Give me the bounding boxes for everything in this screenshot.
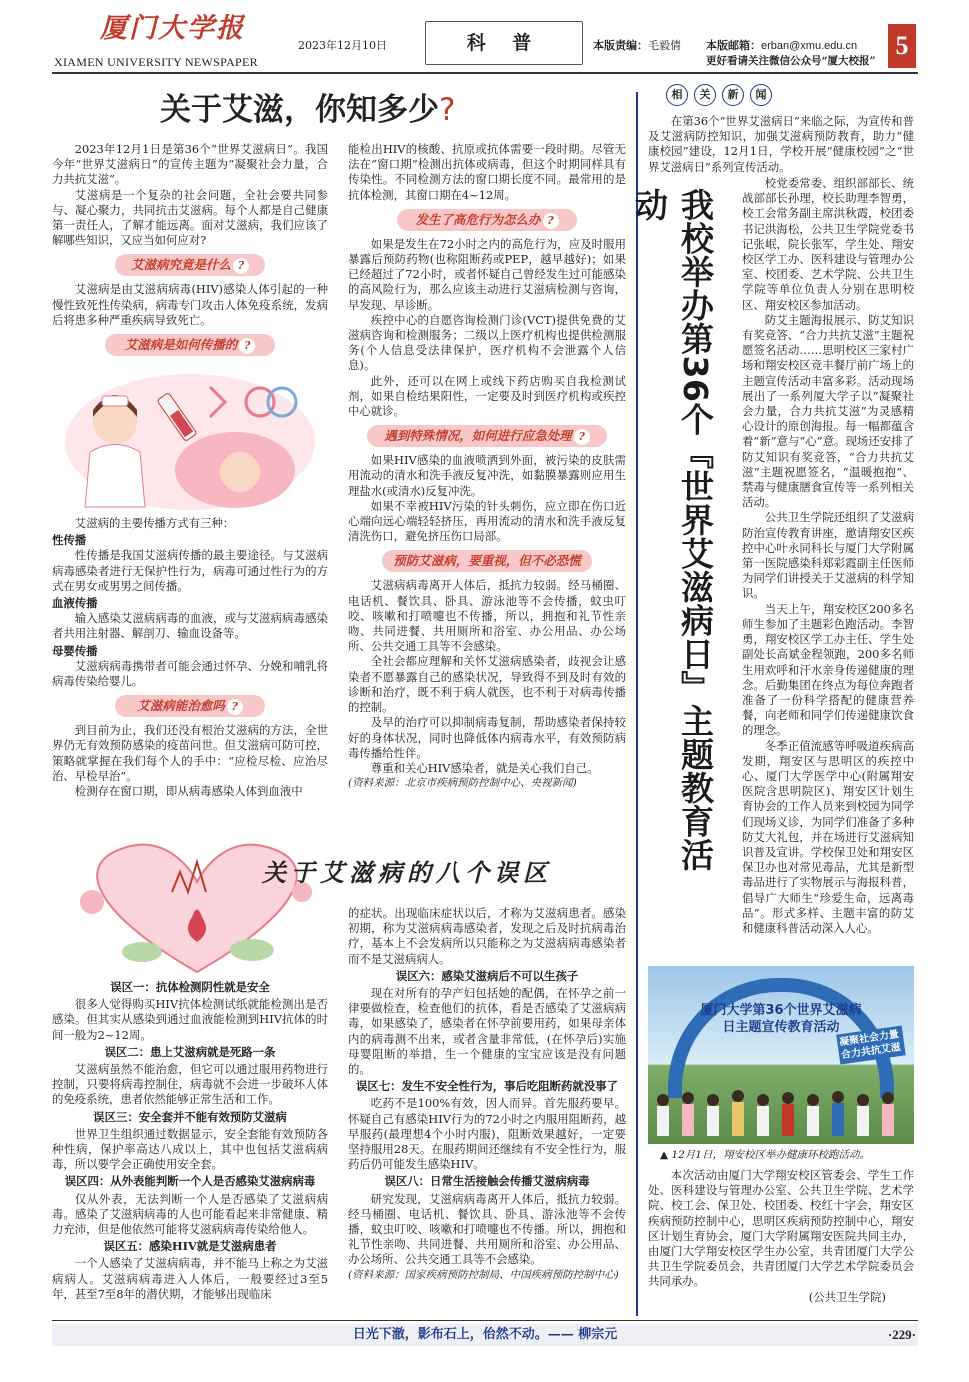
photo-arch-text: 厦门大学第36个世界艾滋病日主题宣传教育活动	[700, 1003, 862, 1035]
myth-heading-6: 误区六：感染艾滋病后不可以生孩子	[395, 968, 579, 983]
paragraph: 艾滋病是由艾滋病病毒(HIV)感染人体引起的一种慢性致死性传染病，病毒专门攻击人体免疫系统，发病后将患多种严重疾病导致死亡。	[52, 282, 328, 327]
footer-page-number: ·229·	[887, 1327, 916, 1342]
masthead	[0, 0, 969, 84]
newspaper-english-name: XIAMEN UNIVERSITY NEWSPAPER	[54, 55, 258, 69]
paragraph: 艾滋病病毒离开人体后，抵抗力较弱。经马桶圈、电话机、餐饮具、卧具、游泳池等不会传播，蚊虫叮咬、咳嗽和打喷嚏也不传播，所以，拥抱和礼节性亲吻、共同进餐、共用厕所和浴室、办公用品、办公场所、公共交通工具等不会感染。	[348, 578, 626, 654]
myth-heading-1: 误区一：抗体检测阴性就是安全	[110, 980, 270, 994]
subhead-mother: 母婴传播	[52, 643, 98, 658]
paragraph: 尊重和关心HIV感染者，就是关心我们自己。	[370, 760, 599, 775]
paragraph: 现在对所有的孕产妇包括她的配偶，在怀孕之前一律要做检查，检查他们的抗体，看是否感染了艾滋病病毒，如果感染了，感染者在怀孕前要用药，如果母亲体内的病毒测不出来，或者含量非常低，(在怀孕后)实施母婴阻断的举措，生一个健康的宝宝应该是没有问题的。	[348, 986, 626, 1077]
section-box	[425, 21, 583, 65]
article3-author: (公共卫生学院)	[808, 1289, 886, 1304]
tag-char: 新	[722, 84, 744, 106]
question-pill-emergency: 遇到特殊情况，如何进行应急处理 ?	[367, 425, 607, 447]
myth-heading-4: 误区四：从外表能判断一个人是否感染艾滋病病毒	[64, 1174, 316, 1189]
section-title: 科 普	[466, 32, 542, 54]
paragraph: 在第36个“世界艾滋病日”来临之际，为宣传和普及艾滋病防控知识，加强艾滋病预防教育，助力“健康校园”建设，12月1日，学校开展“健康校园”之“世界艾滋病日”系列宣传活动。	[648, 114, 914, 174]
masthead-rule	[52, 72, 918, 74]
paragraph: 冬季正值流感等呼吸道疾病高发期，翔安区与思明区的疾控中心、厦门大学医学中心(附属翔安医院含思明院区)、翔安区计划生育协会的工作人员来到校园为同学们现场义诊，为同学们准备了多种防艾大礼包，并在场进行艾滋病知识普及宣讲。学校保卫处和翔安区保卫办也对常见毒品，尤其是新型毒品进行了实物展示与海报科普，倡导广大师生“珍爱生命，远离毒品”。形式多样、主题丰富的防艾和健康科普活动深入人心。	[742, 738, 914, 935]
article1-source: (资料来源：北京市疾病预防控制中心、央视新闻)	[348, 777, 577, 790]
question-pill-cure: 艾滋病能治愈吗 ?	[115, 695, 265, 717]
myth-heading-5: 误区五：感染HIV就是艾滋病患者	[103, 1239, 277, 1254]
intro-paragraph: 艾滋病是一个复杂的社会问题，全社会要共同参与、凝心聚力，共同抗击艾滋病。每个人都是自己健康第一责任人，了解才能远离。面对艾滋病，我们应该了解哪些知识，又应当如何应对?	[52, 187, 328, 248]
paragraph: 世界卫生组织通过数据显示，安全套能有效预防各种性病，保护率高达八成以上，其中也包括艾滋病病毒，所以要学会正确使用安全套。	[52, 1126, 328, 1172]
editor-info: 本版责编：毛毅倩	[593, 39, 681, 52]
tag-char: 相	[666, 84, 688, 106]
paragraph: 本次活动由厦门大学翔安校区管委会、学生工作处、医科建设与管理办公室、公共卫生学院、艺术学院、校工会、保卫处、校团委、校红十字会，翔安区疾病预防控制中心，思明区疾病预防控制中心，翔安区计划生育协会，厦门大学附属翔安医院共同主办，由厦门大学翔安校区学生办公室，共青团厦门大学公共卫生学院委员会，共青团厦门大学艺术学院委员会共同承办。	[648, 1168, 914, 1289]
article2-column-2	[348, 906, 626, 1318]
paragraph: 的症状。出现临床症状以后，才称为艾滋病患者。感染初期，称为艾滋病病毒感染者，发现之后及时抗病毒治疗，基本上不会发病所以只能称之为艾滋病病毒感染者而不是艾滋病病人。	[348, 906, 626, 966]
article1-column-1	[52, 142, 328, 832]
paragraph: 如果是发生在72小时之内的高危行为，应及时服用暴露后预防药物(也称阻断药或PEP，越早越好)；如果已经超过了72小时，或者怀疑自己曾经发生过可能感染的高风险行为，那么应该主动进行艾滋病检测与咨询，早发现、早诊断。	[348, 236, 626, 312]
subhead-sexual: 性传播	[52, 533, 87, 548]
paragraph: 如果不幸被HIV污染的针头刺伤，应立即在伤口近心端向远心端轻轻挤压，再用流动的清水和洗手液反复清洗伤口，避免挤压伤口局部。	[348, 498, 626, 544]
page-number-badge: 5	[888, 24, 916, 68]
paragraph: 一个人感染了艾滋病病毒，并不能马上称之为艾滋病病人。艾滋病病毒进入人体后，一般要经过3至5年，甚至7至8年的潜伏期，才能够出现临床	[52, 1256, 328, 1301]
newspaper-logo: 厦门大学报	[100, 13, 245, 44]
photo-caption: ▲ 12月1日，翔安校区举办健康环校跑活动。	[660, 1149, 870, 1161]
paragraph: 此外，还可以在网上或线下药店购买自我检测试剂，如果自检结果阳性，一定要及时到医疗机构或疾控中心就诊。	[348, 373, 626, 419]
paragraph: 全社会都应理解和关怀艾滋病感染者，歧视会让感染者不愿暴露自己的感染状况，导致得不到及时有效的诊断和治疗，既不利于病人就医，也不利于对病毒传播的控制。	[348, 654, 626, 715]
paragraph: 吃药不是100%有效，因人而异。首先服药要早。怀疑自己有感染HIV行为的72小时之内服用阻断药，越早服药(最理想4个小时内服)，阻断效果越好，一定要坚持服用28天。在服药期间还继续有不安全性行为，服药后仍可能发生感染HIV。	[348, 1096, 626, 1172]
myth-heading-2: 误区二：患上艾滋病就是死路一条	[104, 1044, 276, 1059]
article3-vertical-title: 我校举办第36个『世界艾滋病日』主题教育活动	[630, 188, 715, 872]
paragraph: 公共卫生学院还组织了艾滋病防治宣传教育讲座，邀请翔安区疾控中心叶永同科长与厦门大学附属第一医院感染科郑彩霞副主任医师为同学们讲授关于艾滋病的科学知识。	[742, 510, 914, 601]
article2-column-1	[52, 978, 328, 1318]
myth-heading-7: 误区七：发生不安全性行为，事后吃阻断药就没事了	[356, 1079, 618, 1094]
article3-top-paragraph	[648, 114, 914, 176]
article2-source: (资料来源：国家疾病预防控制局、中国疾病预防控制中心)	[348, 1268, 619, 1281]
question-pill-high-risk: 发生了高危行为怎么办 ?	[397, 209, 577, 231]
paragraph: 如果HIV感染的血液喷洒到外面，被污染的皮肤需用流动的清水和洗手液反复冲洗，如黏膜暴露则应用生理盐水(或清水)反复冲洗。	[348, 453, 626, 498]
paragraph: 到目前为止，我们还没有根治艾滋病的方法，全世界仍无有效预防感染的疫苗问世。但艾滋病可防可控，策略就掌握在我们每个人的手中：“应检尽检、应治尽治、早检早治”。	[52, 723, 328, 783]
subhead-blood: 血液传播	[52, 596, 98, 611]
issue-date: 2023年12月10日	[298, 39, 387, 52]
paragraph: 艾滋病虽然不能治愈，但它可以通过服用药物进行控制，只要将病毒控制住，病毒就不会进一步破坏人体的免疫系统，患者依然能够正常生活和工作。	[52, 1062, 328, 1107]
intro-paragraph: 2023年12月1日是第36个“世界艾滋病日”。我国今年“世界艾滋病日”的宣传主题为“凝聚社会力量，合力共抗艾滋”。	[52, 142, 328, 187]
article3-column-narrow	[742, 176, 914, 935]
paragraph: 检测存在窗口期，即从病毒感染人体到血液中	[74, 784, 303, 799]
wechat-info: 更好看请关注微信公众号“厦大校报”	[706, 55, 876, 67]
related-news-tag	[666, 84, 772, 106]
paragraph: 校党委常委、组织部部长、统战部部长孙理，校长助理李智勇，校工会常务副主席洪秋霞，校团委书记洪海松，公共卫生学院党委书记张岷，院长张军，学生处、翔安校区学工办、医科建设与管理办公室、校团委、艺术学院、公共卫生学院等单位负责人分别在思明校区、翔安校区参加活动。	[742, 176, 914, 312]
paragraph: 及早的治疗可以抑制病毒复制，帮助感染者保持较好的身体状况，同时也降低体内病毒水平，有效预防病毒传播给性伴。	[348, 715, 626, 760]
paragraph: 性传播是我国艾滋病传播的最主要途径。与艾滋病病毒感染者进行无保护性行为，病毒可通过性行为的方式在男女或男男之间传播。	[52, 548, 328, 593]
article1-column-2	[348, 142, 626, 832]
paragraph: 能检出HIV的核酸、抗原或抗体需要一段时期。尽管无法在“窗口期”检测出抗体或病毒，但这个时期同样具有传染性。不同检测方法的窗口期长度不同。最常用的是抗体检测，其窗口期在4~12周。	[348, 142, 626, 202]
tag-char: 闻	[750, 84, 772, 106]
footer-rule	[52, 1320, 918, 1321]
paragraph: 艾滋病病毒携带者可能会通过怀孕、分娩和哺乳将病毒传染给婴儿。	[52, 658, 328, 689]
nurse-illustration	[60, 362, 320, 512]
paragraph: 疾控中心的自愿咨询检测门诊(VCT)提供免费的艾滋病咨询和检测服务；二级以上医疗机构也提供检测服务(个人信息受法律保护，医疗机构不会泄露个人信息)。	[348, 312, 626, 373]
paragraph: 输入感染艾滋病病毒的血液，或与艾滋病病毒感染者共用注射器、解剖刀、输血设备等。	[52, 611, 328, 641]
email-info: 本版邮箱：erban@xmu.edu.cn	[706, 39, 858, 52]
myth-heading-8: 误区八：日常生活接触会传播艾滋病病毒	[384, 1174, 590, 1189]
paragraph: 艾滋病的主要传播方式有三种：	[74, 516, 235, 531]
event-photo	[648, 966, 914, 1144]
question-pill-what: 艾滋病究竟是什么 ?	[115, 254, 265, 276]
paragraph: 防艾主题海报展示、防艾知识有奖竞答、“合力共抗艾滋”主题祝愿签名活动……思明校区三家村广场和翔安校区竞丰餐厅前广场上的主题宣传活动丰富多彩。活动现场展出了一系列厦大学子以“凝聚社会力量，合力共抗艾滋”为灵感精心设计的原创海报。每一幅都蕴含着“新”意与“心”意。现场还安排了防艾知识有奖竞答，“合力共抗艾滋”主题祝愿签名，“温暖抱抱”、禁毒与健康膳食宣传等一系列相关活动。	[742, 312, 914, 510]
article2-title: 关于艾滋病的八个误区	[262, 858, 552, 887]
paragraph: 仅从外表，无法判断一个人是否感染了艾滋病病毒。感染了艾滋病病毒的人也可能看起来非常健康、精力充沛，但是他依然可能将艾滋病病毒传染给他人。	[52, 1191, 328, 1237]
question-pill-transmission: 艾滋病是如何传播的 ?	[105, 334, 275, 356]
question-pill-prevention: 预防艾滋病，要重视，但不必恐慌	[382, 550, 592, 572]
photo-banner: 凝聚社会力量 合力共抗艾滋	[836, 1026, 906, 1065]
paragraph: 很多人觉得购买HIV抗体检测试纸就能检测出是否感染。但其实从感染到通过血液能检测到HIV抗体的时间一般为2~12周。	[52, 997, 328, 1042]
article3-bottom-text	[648, 1168, 914, 1314]
heart-illustration	[52, 832, 342, 980]
myth-heading-3: 误区三：安全套并不能有效预防艾滋病	[93, 1109, 287, 1124]
footer-quote: 日光下澈，影布石上，佁然不动。—— 柳宗元	[52, 1324, 918, 1346]
article1-title: 关于艾滋，你知多少?	[160, 92, 456, 128]
tag-char: 关	[694, 84, 716, 106]
photo-crowd	[648, 1086, 914, 1144]
paragraph: 研究发现，艾滋病病毒离开人体后，抵抗力较弱。经马桶圈、电话机、餐饮具、卧具、游泳池等不会传播，蚊虫叮咬、咳嗽和打喷嚏也不传播。所以，拥抱和礼节性亲吻、共同进餐、共用厕所和浴室、办公用品、办公场所、公共交通工具等不会感染。	[348, 1191, 626, 1267]
paragraph: 当天上午，翔安校区200多名师生参加了主题彩色跑活动。李智勇，翔安校区学工办主任、学生处副处长高斌金程领跑，200多名师生用欢呼和汗水亲身传递健康的理念。后勤集团在终点为每位奔跑者准备了一份科学搭配的健康营养餐，向老师和同学们传递健康饮食的理念。	[742, 601, 914, 738]
